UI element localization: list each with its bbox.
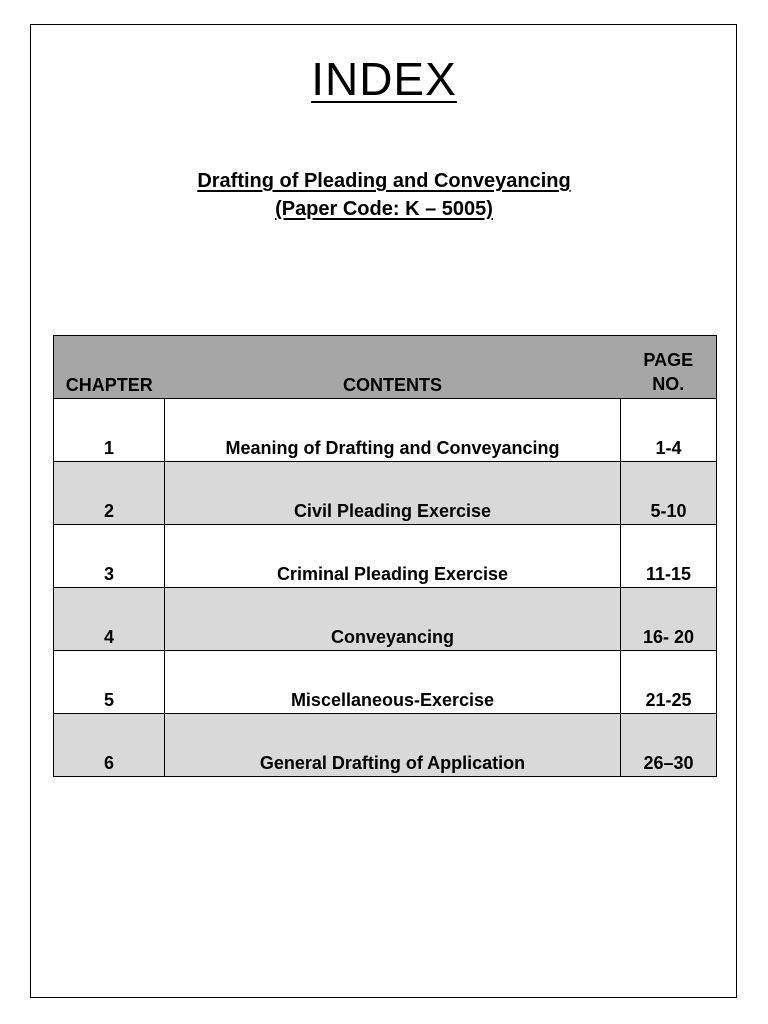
page-title-text: INDEX: [311, 53, 457, 105]
table-row: [54, 525, 717, 588]
row-contents: General Drafting of Application: [165, 714, 621, 777]
table-row: [54, 399, 717, 462]
table-row: [54, 651, 717, 714]
subtitle-line-2-text: (Paper Code: K – 5005): [275, 198, 493, 220]
row-page: 16- 20: [621, 588, 717, 651]
row-page: 5-10: [621, 462, 717, 525]
row-page: 11-15: [621, 525, 717, 588]
row-chapter: 3: [54, 525, 165, 588]
header-page-line-1: PAGE: [643, 350, 694, 370]
row-chapter: 5: [54, 651, 165, 714]
row-chapter: 2: [54, 462, 165, 525]
table-row: [54, 462, 717, 525]
header-chapter: CHAPTER: [54, 336, 165, 399]
row-contents: Criminal Pleading Exercise: [165, 525, 621, 588]
row-chapter: 6: [54, 714, 165, 777]
index-table-header: [54, 336, 717, 399]
row-contents: Miscellaneous-Exercise: [165, 651, 621, 714]
subtitle-line-2: [0, 198, 768, 221]
table-row: [54, 714, 717, 777]
page-title: [0, 52, 768, 106]
row-chapter: 4: [54, 588, 165, 651]
row-chapter: 1: [54, 399, 165, 462]
row-page: 1-4: [621, 399, 717, 462]
header-page-line-2: NO.: [652, 374, 685, 394]
row-page: 21-25: [621, 651, 717, 714]
table-row: [54, 588, 717, 651]
subtitle-line-1-text: Drafting of Pleading and Conveyancing: [197, 170, 571, 192]
header-page-no: [621, 336, 717, 399]
row-page: 26–30: [621, 714, 717, 777]
index-table: [53, 335, 717, 777]
header-row: [54, 336, 717, 399]
header-contents: CONTENTS: [165, 336, 621, 399]
row-contents: Conveyancing: [165, 588, 621, 651]
index-table-body: [54, 399, 717, 777]
row-contents: Civil Pleading Exercise: [165, 462, 621, 525]
row-contents: Meaning of Drafting and Conveyancing: [165, 399, 621, 462]
subtitle-line-1: [0, 170, 768, 193]
